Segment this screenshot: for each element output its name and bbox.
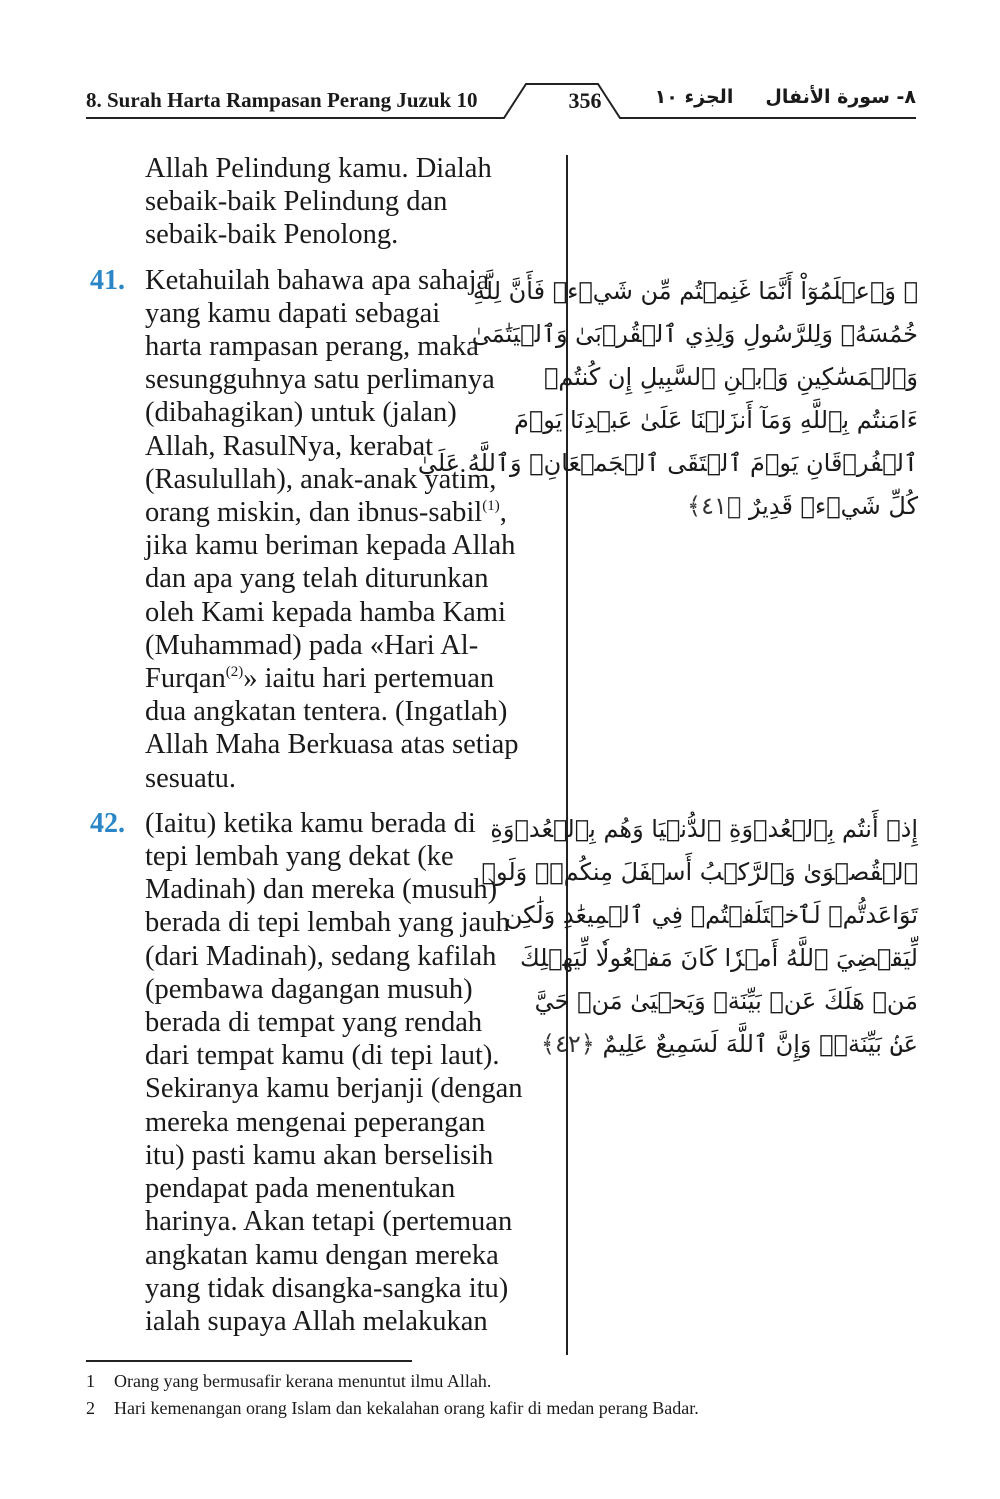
arabic-line: ۞ وَٱعۡلَمُوٓاْ أَنَّمَا غَنِمۡتُم مِّن شَيۡءٖ فَأَنَّ لِلَّهِ <box>472 277 918 305</box>
arabic-text: كُلِّ شَيۡءٖ قَدِيرٌ <box>748 492 918 520</box>
text-line: harta rampasan perang, maka <box>145 331 479 363</box>
text-line: (Muhammad) pada «Hari Al- <box>145 629 479 661</box>
text-line <box>145 496 560 529</box>
arabic-ayah-41 <box>417 270 918 528</box>
arabic-line: لِّيَقۡضِيَ ٱللَّهُ أَمۡرٗا كَانَ مَفۡعُولٗا لِّيَهۡلِكَ <box>519 944 918 972</box>
text-line: berada di tepi lembah yang jauh <box>145 907 510 939</box>
text-line: sebaik-baik Pelindung dan <box>145 186 448 218</box>
text-line: mereka mengenai peperangan <box>145 1106 486 1138</box>
footnote-number: 2 <box>86 1398 95 1418</box>
verse-number: 42. <box>90 807 125 839</box>
juz-arabic: الجزء ١٠ <box>654 86 734 108</box>
arabic-line: ٱلۡقُصۡوَىٰ وَٱلرَّكۡبُ أَسۡفَلَ مِنكُمۡۚ وَلَوۡ <box>481 858 918 886</box>
arabic-line <box>578 485 918 528</box>
footnote-text: Hari kemenangan orang Islam dan kekalahan orang kafir di medan perang Badar. <box>114 1398 699 1418</box>
text-line: Ketahuilah bahawa apa sahaja <box>145 264 490 296</box>
arabic-line: وَٱلۡمَسَٰكِينِ وَٱبۡنِ ٱلسَّبِيلِ إِن كُنتُمۡ <box>544 363 918 391</box>
arabic-line: إِذۡ أَنتُم بِٱلۡعُدۡوَةِ ٱلدُّنۡيَا وَهُم بِٱلۡعُدۡوَةِ <box>490 815 918 843</box>
text-line: Sekiranya kamu berjanji (dengan <box>145 1073 523 1105</box>
page-number: 356 <box>568 88 602 113</box>
text-line: (Rasulullah), anak-anak yatim, <box>145 463 497 495</box>
text-segment: » iaitu hari pertemuan <box>243 663 495 695</box>
footnote-text: Orang yang bermusafir kerana menuntut ilmu Allah. <box>114 1371 492 1391</box>
text-segment: , <box>499 497 507 529</box>
text-line: Madinah) dan mereka (musuh) <box>145 874 498 906</box>
footnote-rule <box>86 1360 412 1362</box>
verse-number: 41. <box>90 264 125 296</box>
page-header <box>86 80 916 120</box>
text-line: angkatan kamu dengan mereka <box>145 1239 499 1271</box>
arabic-line: ءَامَنتُم بِٱللَّهِ وَمَآ أَنزَلۡنَا عَلَىٰ عَبۡدِنَا يَوۡمَ <box>513 406 918 434</box>
text-line: yang kamu dapati sebagai <box>145 297 441 329</box>
text-line: harinya. Akan tetapi (pertemuan <box>145 1206 513 1238</box>
text-line: dari tempat kamu (di tepi laut). <box>145 1040 500 1072</box>
ayah-number-marker: ﴿٤٢﴾ <box>540 1030 595 1058</box>
text-line: dua angkatan tentera. (Ingatlah) <box>145 696 508 728</box>
footnotes <box>86 1368 936 1422</box>
text-line: dan apa yang telah diturunkan <box>145 563 489 595</box>
arabic-line: خُمُسَهُۥ وَلِلرَّسُولِ وَلِذِي ٱلۡقُرۡبَىٰ وَٱلۡيَتَٰمَىٰ <box>471 320 918 348</box>
text-line: jika kamu beriman kepada Allah <box>145 530 516 562</box>
text-line: pendapat pada menentukan <box>145 1173 456 1205</box>
footnote <box>86 1395 936 1422</box>
ayah-number-marker: ﴿٤١﴾ <box>687 492 742 520</box>
text-line: ialah supaya Allah melakukan <box>145 1305 488 1337</box>
text-line: oleh Kami kepada hamba Kami <box>145 596 506 628</box>
arabic-line <box>540 1023 918 1066</box>
text-line: sesungguhnya satu perlimanya <box>145 364 495 396</box>
text-line <box>145 662 560 695</box>
text-line: Allah, RasulNya, kerabat <box>145 430 434 462</box>
continuation-text <box>145 152 560 252</box>
text-line: yang tidak disangka-sangka itu) <box>145 1272 509 1304</box>
text-line: berada di tempat yang rendah <box>145 1007 483 1039</box>
footnote <box>86 1368 936 1395</box>
surah-title-arabic: ٨- سورة الأنفال <box>765 86 916 108</box>
arabic-line: تَوَاعَدتُّمۡ لَٱخۡتَلَفۡتُمۡ فِي ٱلۡمِيعَٰدِ وَلَٰكِن <box>504 901 918 929</box>
text-line: Allah Pelindung kamu. Dialah <box>145 153 492 184</box>
footnote-marker: (2) <box>225 664 244 681</box>
surah-title: 8. Surah Harta Rampasan Perang Juzuk 10 <box>86 88 478 112</box>
text-line: itu) pasti kamu akan berselisih <box>145 1139 494 1171</box>
arabic-line: ٱلۡفُرۡقَانِ يَوۡمَ ٱلۡتَقَى ٱلۡجَمۡعَانِۗ وَٱللَّهُ عَلَىٰ <box>417 449 918 477</box>
arabic-ayah-42 <box>481 808 918 1066</box>
text-line: sesuatu. <box>145 762 237 794</box>
text-line: (dibahagikan) untuk (jalan) <box>145 397 457 429</box>
text-line: (Iaitu) ketika kamu berada di <box>145 807 476 839</box>
text-line: sebaik-baik Penolong. <box>145 219 399 251</box>
arabic-text: عَنۢ بَيِّنَةٖۗ وَإِنَّ ٱللَّهَ لَسَمِيعٌ عَلِيمٌ <box>602 1030 918 1058</box>
text-line: Allah Maha Berkuasa atas setiap <box>145 729 519 761</box>
text-line: tepi lembah yang dekat (ke <box>145 841 454 873</box>
text-segment: orang miskin, dan ibnus-sabil <box>145 497 483 529</box>
text-segment: Furqan <box>145 663 226 695</box>
text-line: (pembawa dagangan musuh) <box>145 973 473 1005</box>
arabic-line: مَنۡ هَلَكَ عَنۢ بَيِّنَةٖ وَيَحۡيَىٰ مَنۡ حَيَّ <box>534 987 918 1015</box>
footnote-number: 1 <box>86 1371 95 1391</box>
text-line: (dari Madinah), sedang kafilah <box>145 940 497 972</box>
footnote-marker: (1) <box>482 498 500 515</box>
